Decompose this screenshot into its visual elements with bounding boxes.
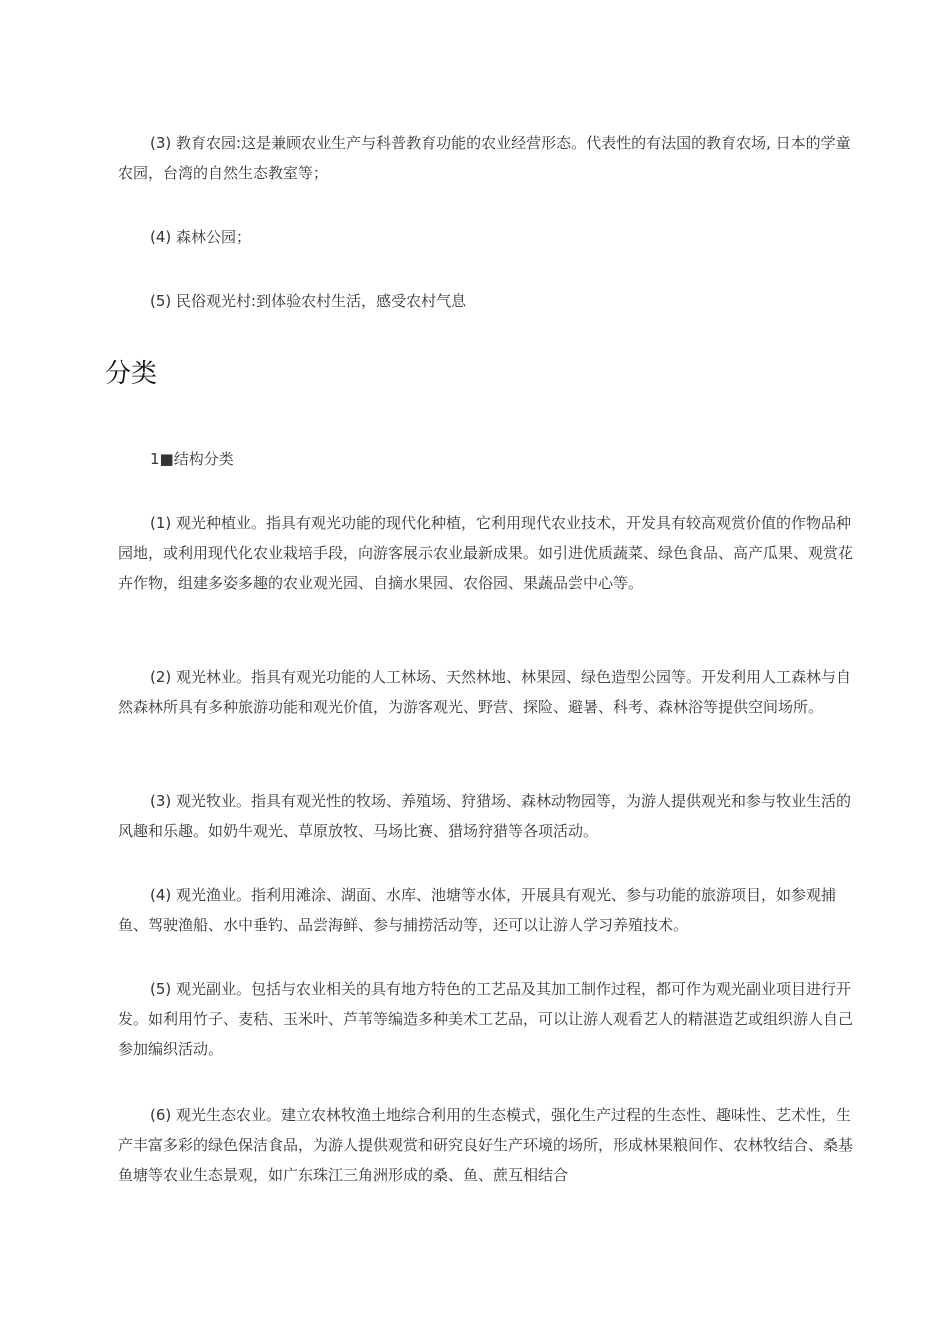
intro-item-5: (5) 民俗观光村:到体验农村生活，感受农村气息 [150,292,467,310]
classification-item-3: (3) 观光牧业。指具有观光性的牧场、养殖场、狩猎场、森林动物园等，为游人提供观光和参与牧业生活的风趣和乐趣。如奶牛观光、草原放牧、马场比赛、猎场狩猎等各项活动。 [118,792,852,840]
intro-item-3: (3) 教育农园:这是兼顾农业生产与科普教育功能的农业经营形态。代表性的有法国的教育农场, 日本的学童农园，台湾的自然生态教室等； [118,134,851,182]
classification-item-4: (4) 观光渔业。指利用滩涂、湖面、水库、池塘等水体，开展具有观光、参与功能的旅游项目，如参观捕鱼、驾驶渔船、水中垂钓、品尝海鲜、参与捕捞活动等，还可以让游人学习养殖技术。 [118,886,837,934]
section-heading: 分类 [105,359,158,389]
classification-item-1: (1) 观光种植业。指具有观光功能的现代化种植，它利用现代农业技术，开发具有较高观赏价值的作物品种园地，或利用现代化农业栽培手段，向游客展示农业最新成果。如引进优质蔬菜、绿色食品、高产瓜果、观赏花卉作物，组建多姿多趣的农业观光园、自摘水果园、农俗园、果蔬品尝中心等。 [118,514,854,592]
classification-item-2: (2) 观光林业。指具有观光功能的人工林场、天然林地、林果园、绿色造型公园等。开发利用人工森林与自然森林所具有多种旅游功能和观光价值，为游客观光、野营、探险、避暑、科考、森林浴等提供空间场所。 [118,668,852,716]
intro-item-4: (4) 森林公园； [150,228,252,246]
classification-item-6: (6) 观光生态农业。建立农林牧渔土地综合利用的生态模式，强化生产过程的生态性、趣味性、艺术性，生产丰富多彩的绿色保洁食品，为游人提供观赏和研究良好生产环境的场所，形成林果粮间作、农林牧结合、桑基鱼塘等农业生态景观，如广东珠江三角洲形成的桑、鱼、蔗互相结合 [118,1106,854,1184]
subheading: 1■结构分类 [150,450,234,468]
classification-item-5: (5) 观光副业。包括与农业相关的具有地方特色的工艺品及其加工制作过程，都可作为观光副业项目进行开发。如利用竹子、麦秸、玉米叶、芦苇等编造多种美术工艺品，可以让游人观看艺人的精湛造艺或组织游人自己参加编织活动。 [118,980,854,1058]
